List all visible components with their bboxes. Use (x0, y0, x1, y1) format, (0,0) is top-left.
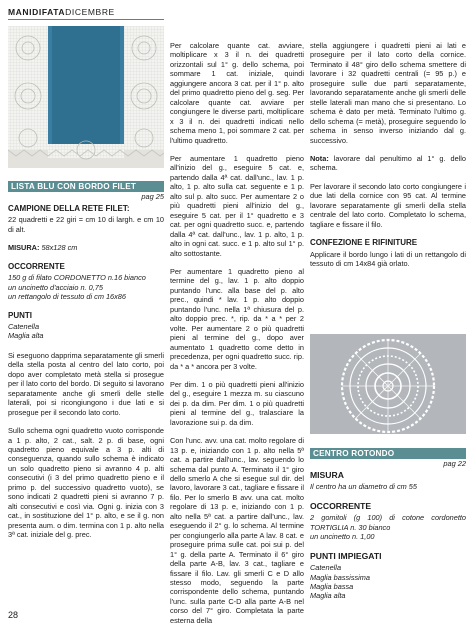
column-right (310, 41, 466, 278)
note-paragraph (310, 154, 466, 173)
stitch-item: Maglia alta (8, 331, 44, 341)
column-left (8, 181, 164, 549)
body-paragraph: Per aumentare 1 quadretto pieno al termine del g., lav. 1 p. alto doppio puntando l'unc. alla base del p. alto prec., quindi * lav. 1 p. alto doppio puntando l'unc. nella 1ª chiusura del p. alto doppio prec. *, rip. da * a * per 2 volte. Per aumentare 2 o più quadretti pieni al termine del g., dopo aver aumentato 1 quadretto come detto in precedenza, per ogni quadretto succ. rip. da * a * ancora per 3 volte. (170, 266, 304, 371)
page-number: 28 (8, 610, 19, 620)
body-paragraph: Per aumentare 1 quadretto pieno all'inizio del g., eseguire 5 cat. e, partendo dalla 4ª cat. dall'unc., lav. 1 p. alto, 1 p. alto sulla cat. seguente e 1 p. alto sul p. alto succ. Per aumentare 2 o più quadretti pieni all'inizio del g., eseguire 5 cat. per il 1° quadretto e 3 cat. per ogni quadretto succ. e, partendo dalla 4ª cat. dall'unc., lav. 1 p. alto, 1 p. alto in ogni cat. succ. e 1 p. alto sul 1° p. alto sottostante. (170, 153, 304, 258)
finish-text: Applicare il bordo lungo i lati di un rettangolo di tessuto di cm 14x84 già orlato. (310, 249, 466, 269)
body-paragraph: Con l'unc. avv. una cat. molto regolare di 13 p. e, iniziando con 1 p. alto nella 5ª cat. a partire dall'unc., lav. seguendo lo schema dal punto A. Terminato il 1° giro dello smerlo A che si esegue sul dir. del lavoro, lavorare 3 cat., tagliare e fissare il filo. Per lo smerlo B avv. una cat. molto regolare di 13 p. e, iniziando con 1 p. alto nella 5ª cat. a partire dall'unc., lav. eseguendo il 2° g. lo schema. Al termine per congiungerlo alla parte A lav. 8 cat. e proseguire prima sulle cat. poi sui p. del 1° g. della parte A. Terminato il 6° giro della parte A-B, lav. 3 cat., tagliare e fissare il filo. Lav. gli smerli C e D allo stesso modo, seguendo la parte corrispondente dello schema, puntando l'unc. sulla parte C-D alla parte A-B nel corso del 7° giro. Completata la parte esterna della (170, 436, 304, 625)
article2-title: CENTRO ROTONDO (310, 448, 466, 459)
size-value: 58x128 cm (41, 243, 78, 253)
header-rule (8, 19, 164, 20)
article2-page-ref: pag 22 (443, 459, 466, 469)
body-paragraph: Sullo schema ogni quadretto vuoto corrisponde a 1 p. alto, 2 cat., salt. 2 p. di base, ogni quadretto pieno equivale a 3 p. alti di conseguenza, quando sullo schema è indicato un solo quadretto pieno si avranno 4 p. alti consecutivi (i 3 del primo quadretto pieno e il primo p. del successivo quadretto vuoto), se sono indicati 2 quadretti pieni si avranno 7 p. alti consecutivi e così via. Ogni g. inizia con 3 cat., in sostituzione del 1° p. alto, e se il g. non presenta aum. o dim. termina con 1 p. alto nella 3ª cat. iniziale del g. prec. (8, 426, 164, 540)
body-paragraph: Per lavorare il secondo lato corto congiungere i due lati della cornice con 95 cat. Al termine lavorare separatamente gli smerli della stella centrale del lato corto. Completato lo schema, tagliare e fissare il filo. (310, 181, 466, 229)
article1-page-ref: pag 25 (141, 192, 164, 202)
magazine-brand: MANIDIFATA (8, 7, 66, 17)
body-paragraph: Per calcolare quante cat. avviare, moltiplicare x 3 il n. dei quadretti orizzontali sul 1° g. dello schema, poi sommare 1 cat. iniziale, quindi aggiungere ancora 3 cat. per il 1° p. alto del primo quadretto pieno del g. seg. Per calcolare quante cat. avviare per congiungere le diverse parti, moltiplicare x 3 il n. dei quadretti indicati nello schema meno 1, poi sommare 2 cat. per l'ultimo quadretto. (170, 41, 304, 145)
stitches-heading: PUNTI (8, 310, 32, 320)
finish-heading: CONFEZIONE E RIFINITURE (310, 238, 418, 248)
sample-text: 22 quadretti e 22 giri = cm 10 di largh. e cm 10 di alt. (8, 215, 164, 234)
issue-month: DICEMBRE (65, 7, 115, 17)
round-doily-photo (310, 334, 466, 434)
size-label: MISURA: (8, 243, 40, 253)
materials-line: 150 g di filato CORDONETTO n.16 bianco (8, 273, 146, 283)
article2-block (310, 448, 466, 601)
note-label: Nota: (310, 153, 329, 163)
article2-stitches-heading: PUNTI IMPIEGATI (310, 550, 382, 561)
stitch-item: Maglia bassissima (310, 572, 370, 582)
body-paragraph: stella aggiungere i quadretti pieni ai lati e proseguire per il lato corto della cornice. Terminato il 48° giro dello schema smettere di lavorare i 32 quadretti centrali (= 95 p.) e proseguire sulle due parti separatamente, lavorando separatamente anche gli smerli delle stelle laterali man mano che si presentano. Lo schema è dato per metà. Terminato l'ultimo g. dello schema (= metà), proseguire seguendo lo schema in senso inverso iniziando dal g. successivo. (310, 41, 466, 145)
materials-line: un rettangolo di tessuto di cm 16x86 (8, 292, 126, 302)
article2-materials-heading: OCCORRENTE (310, 500, 372, 511)
article1-title: LISTA BLU CON BORDO FILET (8, 181, 164, 192)
stitch-item: Catenella (310, 563, 342, 573)
table-runner-photo (8, 26, 164, 168)
size-line (8, 243, 164, 252)
running-header (8, 7, 115, 17)
article2-size-value: Il centro ha un diametro di cm 55 (310, 482, 417, 492)
sample-heading: CAMPIONE DELLA RETE FILET: (8, 203, 130, 213)
materials-line: 2 gomitoli (g 100) di cotone cordonetto TORTIGLIA n. 30 bianco (310, 513, 466, 532)
materials-line: un uncinetto d'acciaio n. 0,75 (8, 282, 103, 292)
body-paragraph: Per dim. 1 o più quadretti pieni all'inizio del g., eseguire 1 mezza m. su ciascuno dei p. da dim. Per dim. 1 o più quadretti pieni al termine del g., tralasciare la lavorazione sui p. da dim. (170, 379, 304, 427)
stitch-item: Maglia bassa (310, 581, 354, 591)
column-middle (170, 41, 304, 634)
body-paragraph: Si eseguono dapprima separatamente gli smerli della stella posta al centro del lato corto, poi dopo aver completato metà stella si prosegue per il lato corto del bordo. Di seguito si lavorano separatamente anche gli smerli delle stelle laterali, poi si ricongiungono i due lati e si prosegue per il secondo lato corto. (8, 350, 164, 417)
materials-line: un uncinetto n. 1,00 (310, 532, 375, 542)
article2-size-heading: MISURA (310, 469, 344, 480)
note-text: lavorare dal penultimo al 1° g. dello schema. (310, 153, 467, 173)
materials-heading: OCCORRENTE (8, 261, 65, 271)
stitch-item: Catenella (8, 321, 40, 331)
stitch-item: Maglia alta (310, 591, 346, 601)
